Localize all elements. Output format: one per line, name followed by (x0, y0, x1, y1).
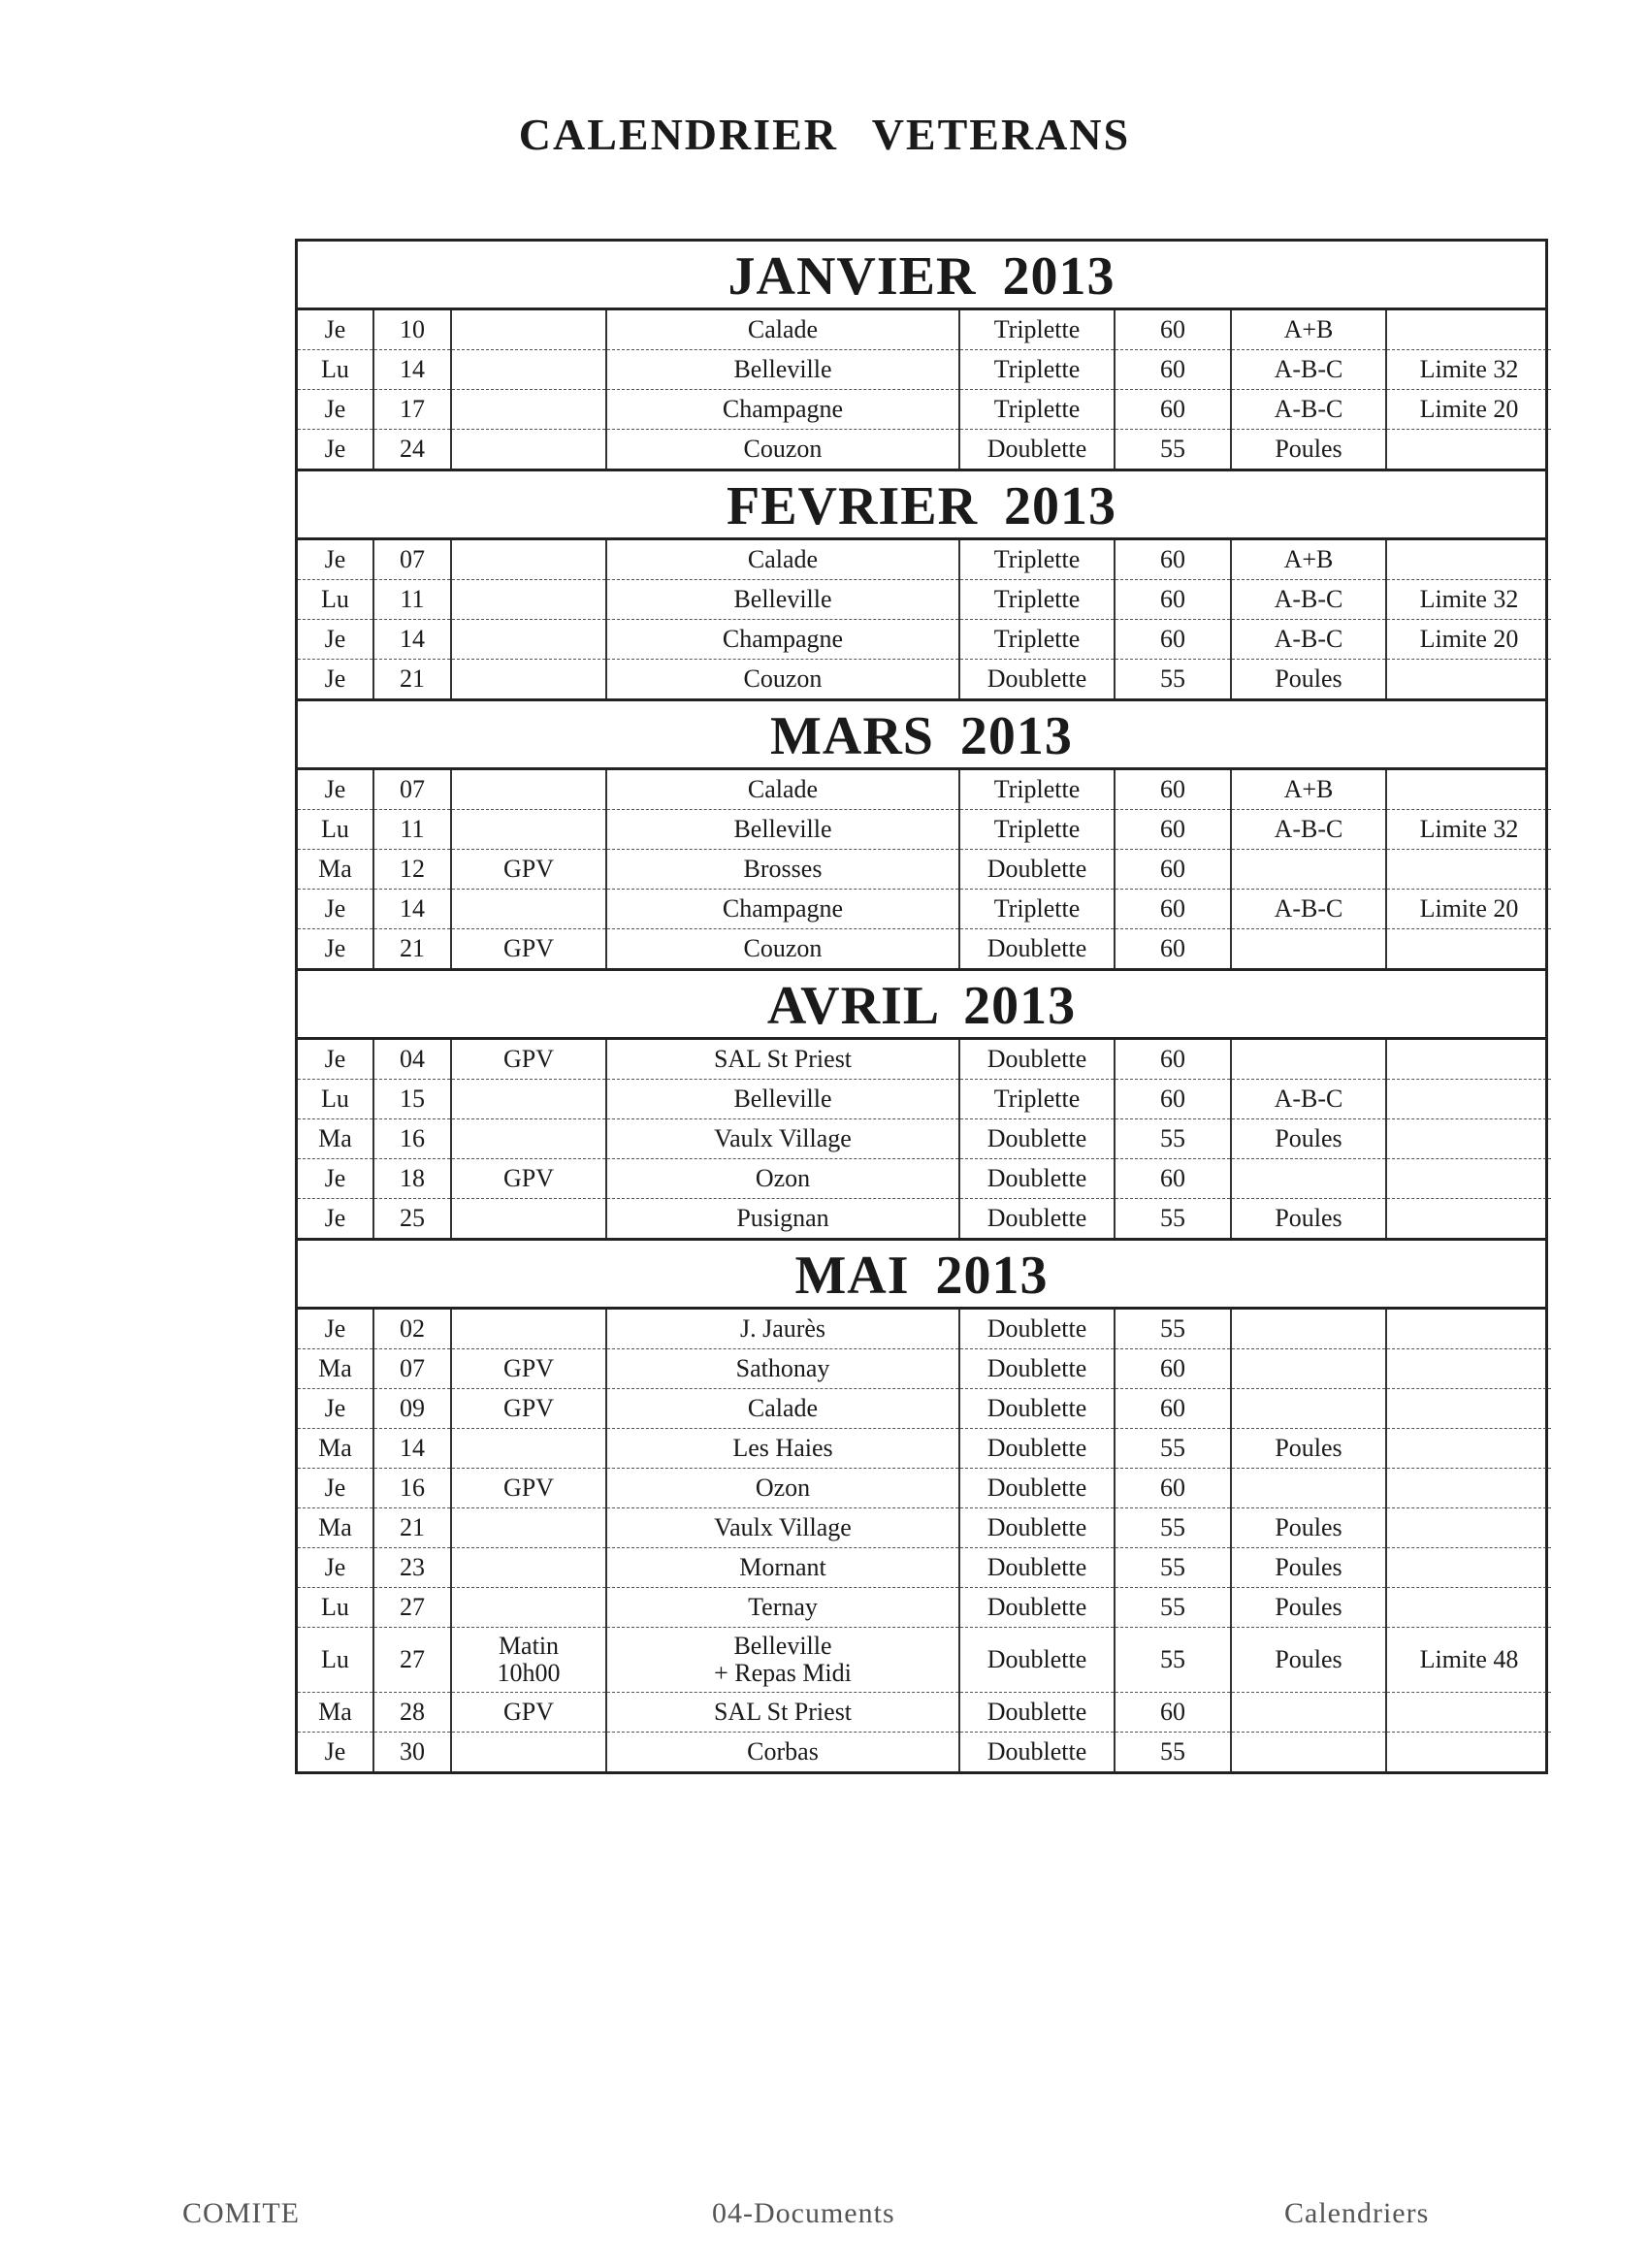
limit-cell: Limite 20 (1386, 890, 1551, 929)
limit-cell: Limite 48 (1386, 1628, 1551, 1693)
age-cell: 60 (1115, 1389, 1231, 1429)
age-cell: 55 (1115, 660, 1231, 699)
venue-cell: Belleville (606, 350, 959, 390)
format-cell: Doublette (959, 1159, 1115, 1199)
venue-cell: Les Haies (606, 1429, 959, 1469)
age-cell: 60 (1115, 540, 1231, 580)
weekday-cell: Je (324, 315, 346, 343)
date-cell: 14 (373, 890, 451, 929)
limit-cell (1386, 1310, 1551, 1349)
format-cell: Doublette (959, 1349, 1115, 1389)
date-cell: 12 (373, 850, 451, 890)
venue-cell: Ozon (606, 1159, 959, 1199)
table-row (298, 1199, 1551, 1239)
table-row (298, 850, 1551, 890)
note-cell: GPV (451, 1040, 606, 1080)
age-cell: 55 (1115, 1588, 1231, 1628)
weekday-cell: Lu (298, 350, 373, 390)
page-title: CALENDRIER VETERANS (518, 110, 1131, 159)
category-cell: Poules (1231, 1588, 1386, 1628)
note-cell (451, 1429, 606, 1469)
weekday-cell: Je (298, 660, 373, 699)
weekday-cell: Je (298, 390, 373, 430)
limit-cell (1386, 1588, 1551, 1628)
date-cell: 11 (373, 580, 451, 620)
category-cell: Poules (1231, 1429, 1386, 1469)
month-header: JANVIER 2013 (298, 242, 1545, 310)
note-cell (451, 580, 606, 620)
date-cell: 23 (373, 1548, 451, 1588)
category-cell (1231, 1040, 1386, 1080)
weekday-cell: Je (298, 1548, 373, 1588)
format-cell: Triplette (959, 620, 1115, 660)
weekday-cell: Je (298, 620, 373, 660)
limit-cell (1386, 540, 1551, 580)
format-cell: Triplette (959, 580, 1115, 620)
calendar-table (295, 239, 1548, 1774)
date-cell: 27 (373, 1588, 451, 1628)
date-cell: 28 (373, 1693, 451, 1733)
weekday-cell: Je (298, 929, 373, 969)
note-cell: GPV (451, 1469, 606, 1508)
weekday-cell: Je (298, 430, 373, 470)
age-cell: 55 (1115, 1119, 1231, 1159)
month-block (295, 469, 1548, 698)
note-cell: GPV (451, 1349, 606, 1389)
limit-cell (1386, 770, 1551, 810)
note-cell (451, 310, 606, 350)
age-cell: 60 (1115, 1469, 1231, 1508)
month-header: MAI 2013 (298, 1241, 1545, 1310)
month-block (295, 1238, 1548, 1774)
month-table (298, 540, 1551, 698)
weekday-cell: Je (298, 1159, 373, 1199)
table-row (298, 390, 1551, 430)
limit-cell (1386, 1199, 1551, 1239)
age-cell: 55 (1115, 430, 1231, 470)
venue-cell: Pusignan (606, 1199, 959, 1239)
limit-cell (1386, 1429, 1551, 1469)
format-cell: Triplette (959, 1080, 1115, 1119)
age-cell: 60 (1115, 770, 1231, 810)
limit-cell (1386, 1080, 1551, 1119)
weekday-cell: Ma (298, 1429, 373, 1469)
weekday-cell: Je (324, 1314, 346, 1343)
format-cell: Triplette (959, 540, 1115, 580)
category-cell (1231, 1159, 1386, 1199)
format-cell: Doublette (959, 1040, 1115, 1080)
venue-cell: Sathonay (606, 1349, 959, 1389)
date-cell: 21 (373, 660, 451, 699)
venue-cell: Belleville (606, 1080, 959, 1119)
category-cell (1231, 1349, 1386, 1389)
note-cell (451, 350, 606, 390)
category-cell (1231, 1469, 1386, 1508)
weekday-cell: Je (298, 1389, 373, 1429)
venue-cell: Belleville + Repas Midi (606, 1628, 959, 1693)
weekday-cell: Lu (298, 1628, 373, 1693)
limit-cell: Limite 20 (1386, 620, 1551, 660)
date-cell: 09 (373, 1389, 451, 1429)
age-cell: 55 (1115, 1429, 1231, 1469)
category-cell: A-B-C (1231, 620, 1386, 660)
date-cell: 07 (373, 540, 451, 580)
age-cell: 60 (1115, 1040, 1231, 1080)
date-cell: 15 (373, 1080, 451, 1119)
limit-cell (1386, 1469, 1551, 1508)
format-cell: Triplette (959, 890, 1115, 929)
table-row (298, 1040, 1551, 1080)
note-cell (451, 660, 606, 699)
date-cell: 14 (373, 350, 451, 390)
month-table (298, 1040, 1551, 1238)
table-row (298, 620, 1551, 660)
age-cell: 60 (1115, 390, 1231, 430)
category-cell: A-B-C (1231, 890, 1386, 929)
limit-cell (1386, 850, 1551, 890)
category-cell: A+B (1231, 310, 1386, 350)
table-row (298, 540, 1551, 580)
format-cell: Doublette (959, 1548, 1115, 1588)
table-row (298, 310, 1551, 350)
category-cell: A+B (1231, 540, 1386, 580)
format-cell: Doublette (959, 1119, 1115, 1159)
category-cell: A+B (1231, 770, 1386, 810)
note-cell: GPV (451, 1693, 606, 1733)
venue-cell: Champagne (606, 390, 959, 430)
venue-cell: J. Jaurès (606, 1310, 959, 1349)
category-cell: A-B-C (1231, 1080, 1386, 1119)
age-cell: 55 (1115, 1199, 1231, 1239)
note-cell (451, 620, 606, 660)
age-cell: 60 (1115, 850, 1231, 890)
category-cell: A-B-C (1231, 350, 1386, 390)
weekday-cell: Je (324, 1045, 346, 1073)
category-cell: Poules (1231, 430, 1386, 470)
age-cell: 55 (1115, 1628, 1231, 1693)
category-cell: Poules (1231, 1199, 1386, 1239)
limit-cell: Limite 32 (1386, 350, 1551, 390)
weekday-cell: Ma (298, 850, 373, 890)
weekday-cell: Je (298, 1733, 373, 1772)
category-cell (1231, 929, 1386, 969)
format-cell: Triplette (959, 810, 1115, 850)
venue-cell: Couzon (606, 929, 959, 969)
table-row (298, 1588, 1551, 1628)
note-cell: GPV (451, 850, 606, 890)
age-cell: 60 (1115, 580, 1231, 620)
weekday-cell: Lu (298, 810, 373, 850)
date-cell: 11 (373, 810, 451, 850)
note-cell (451, 430, 606, 470)
venue-cell: Couzon (606, 430, 959, 470)
weekday-cell: Je (298, 890, 373, 929)
table-row (298, 1733, 1551, 1772)
table-row (298, 660, 1551, 699)
limit-cell (1386, 1389, 1551, 1429)
venue-cell: Vaulx Village (606, 1508, 959, 1548)
limit-cell (1386, 660, 1551, 699)
weekday-cell: Lu (298, 1080, 373, 1119)
weekday-cell: Je (298, 1469, 373, 1508)
table-row (298, 1349, 1551, 1389)
category-cell: Poules (1231, 1508, 1386, 1548)
note-cell (451, 770, 606, 810)
table-row (298, 929, 1551, 969)
note-cell (451, 810, 606, 850)
month-block (295, 239, 1548, 469)
table-row (298, 1310, 1551, 1349)
month-table (298, 770, 1551, 968)
date-cell: 14 (373, 1429, 451, 1469)
date-cell: 21 (373, 929, 451, 969)
table-row (298, 350, 1551, 390)
month-table (298, 1310, 1551, 1771)
venue-cell: Couzon (606, 660, 959, 699)
format-cell: Doublette (959, 1733, 1115, 1772)
age-cell: 55 (1115, 1548, 1231, 1588)
format-cell: Doublette (959, 1628, 1115, 1693)
month-block (295, 698, 1548, 968)
category-cell: Poules (1231, 1628, 1386, 1693)
category-cell (1231, 1733, 1386, 1772)
note-cell: GPV (451, 1159, 606, 1199)
format-cell: Triplette (959, 350, 1115, 390)
limit-cell: Limite 20 (1386, 390, 1551, 430)
month-header: FEVRIER 2013 (298, 471, 1545, 540)
age-cell: 60 (1115, 310, 1231, 350)
age-cell: 60 (1115, 1080, 1231, 1119)
date-cell: 10 (373, 310, 451, 350)
limit-cell (1386, 310, 1551, 350)
limit-cell (1386, 1159, 1551, 1199)
note-cell (451, 890, 606, 929)
weekday-cell: Lu (298, 580, 373, 620)
note-cell: Matin 10h00 (451, 1628, 606, 1693)
limit-cell (1386, 1548, 1551, 1588)
note-cell: GPV (451, 929, 606, 969)
category-cell: A-B-C (1231, 390, 1386, 430)
table-row (298, 1159, 1551, 1199)
category-cell: A-B-C (1231, 580, 1386, 620)
date-cell: 27 (373, 1628, 451, 1693)
date-cell: 30 (373, 1733, 451, 1772)
limit-cell (1386, 1349, 1551, 1389)
limit-cell (1386, 929, 1551, 969)
age-cell: 55 (1115, 1733, 1231, 1772)
format-cell: Triplette (959, 770, 1115, 810)
date-cell: 16 (373, 1469, 451, 1508)
limit-cell: Limite 32 (1386, 810, 1551, 850)
month-header: AVRIL 2013 (298, 971, 1545, 1040)
format-cell: Doublette (959, 1469, 1115, 1508)
limit-cell (1386, 1119, 1551, 1159)
venue-cell: Ozon (606, 1469, 959, 1508)
age-cell: 55 (1115, 1508, 1231, 1548)
date-cell: 07 (373, 1349, 451, 1389)
weekday-cell: Ma (298, 1693, 373, 1733)
month-table (298, 310, 1551, 469)
category-cell: Poules (1231, 1119, 1386, 1159)
age-cell: 60 (1115, 620, 1231, 660)
format-cell: Doublette (959, 1693, 1115, 1733)
note-cell (451, 540, 606, 580)
venue-cell: Champagne (606, 620, 959, 660)
date-cell: 21 (373, 1508, 451, 1548)
note-cell (451, 1199, 606, 1239)
table-row (298, 580, 1551, 620)
table-row (298, 430, 1551, 470)
table-row (298, 1628, 1551, 1693)
venue-cell: SAL St Priest (606, 1693, 959, 1733)
date-cell: 07 (373, 770, 451, 810)
venue-cell: Brosses (606, 850, 959, 890)
age-cell: 60 (1115, 350, 1231, 390)
date-cell: 18 (373, 1159, 451, 1199)
note-cell (451, 1119, 606, 1159)
venue-cell: SAL St Priest (606, 1040, 959, 1080)
venue-cell: Vaulx Village (606, 1119, 959, 1159)
age-cell: 60 (1115, 1349, 1231, 1389)
table-row (298, 1080, 1551, 1119)
date-cell: 04 (373, 1040, 451, 1080)
age-cell: 60 (1115, 929, 1231, 969)
month-block (295, 968, 1548, 1238)
venue-cell: Calade (606, 770, 959, 810)
limit-cell (1386, 430, 1551, 470)
category-cell: Poules (1231, 1548, 1386, 1588)
table-row (298, 1119, 1551, 1159)
note-cell (451, 1310, 606, 1349)
format-cell: Doublette (959, 1310, 1115, 1349)
format-cell: Triplette (959, 390, 1115, 430)
limit-cell (1386, 1733, 1551, 1772)
venue-cell: Belleville (606, 580, 959, 620)
category-cell (1231, 1389, 1386, 1429)
table-row (298, 1508, 1551, 1548)
venue-cell: Calade (606, 540, 959, 580)
age-cell: 60 (1115, 1159, 1231, 1199)
weekday-cell: Ma (298, 1119, 373, 1159)
age-cell: 55 (1115, 1310, 1231, 1349)
date-cell: 16 (373, 1119, 451, 1159)
format-cell: Doublette (959, 929, 1115, 969)
age-cell: 60 (1115, 890, 1231, 929)
note-cell (451, 1548, 606, 1588)
footer-left-label: COMITE (182, 2197, 300, 2229)
category-cell: Poules (1231, 660, 1386, 699)
format-cell: Doublette (959, 850, 1115, 890)
limit-cell (1386, 1693, 1551, 1733)
venue-cell: Mornant (606, 1548, 959, 1588)
venue-cell: Champagne (606, 890, 959, 929)
weekday-cell: Ma (298, 1349, 373, 1389)
date-cell: 25 (373, 1199, 451, 1239)
weekday-cell: Je (324, 545, 346, 573)
note-cell: GPV (451, 1389, 606, 1429)
footer-middle-label: 04-Documents (712, 2197, 895, 2229)
age-cell: 60 (1115, 810, 1231, 850)
category-cell (1231, 1310, 1386, 1349)
category-cell: A-B-C (1231, 810, 1386, 850)
table-row (298, 1389, 1551, 1429)
category-cell (1231, 850, 1386, 890)
table-row (298, 1693, 1551, 1733)
format-cell: Doublette (959, 1508, 1115, 1548)
weekday-cell: Ma (298, 1508, 373, 1548)
format-cell: Doublette (959, 660, 1115, 699)
table-row (298, 770, 1551, 810)
date-cell: 14 (373, 620, 451, 660)
table-row (298, 1469, 1551, 1508)
venue-cell: Belleville (606, 810, 959, 850)
format-cell: Doublette (959, 1389, 1115, 1429)
table-row (298, 1429, 1551, 1469)
age-cell: 60 (1115, 1693, 1231, 1733)
weekday-cell: Je (324, 775, 346, 803)
format-cell: Doublette (959, 1429, 1115, 1469)
format-cell: Doublette (959, 1588, 1115, 1628)
note-cell (451, 1733, 606, 1772)
table-row (298, 810, 1551, 850)
category-cell (1231, 1693, 1386, 1733)
format-cell: Triplette (959, 310, 1115, 350)
format-cell: Doublette (959, 430, 1115, 470)
date-cell: 02 (373, 1310, 451, 1349)
note-cell (451, 1080, 606, 1119)
limit-cell: Limite 32 (1386, 580, 1551, 620)
limit-cell (1386, 1508, 1551, 1548)
note-cell (451, 1508, 606, 1548)
note-cell (451, 390, 606, 430)
footer-right-label: Calendriers (1284, 2197, 1430, 2229)
venue-cell: Calade (606, 1389, 959, 1429)
date-cell: 17 (373, 390, 451, 430)
date-cell: 24 (373, 430, 451, 470)
note-cell (451, 1588, 606, 1628)
venue-cell: Calade (606, 310, 959, 350)
month-header: MARS 2013 (298, 701, 1545, 770)
weekday-cell: Lu (298, 1588, 373, 1628)
format-cell: Doublette (959, 1199, 1115, 1239)
table-row (298, 1548, 1551, 1588)
venue-cell: Corbas (606, 1733, 959, 1772)
table-row (298, 890, 1551, 929)
venue-cell: Ternay (606, 1588, 959, 1628)
limit-cell (1386, 1040, 1551, 1080)
weekday-cell: Je (298, 1199, 373, 1239)
